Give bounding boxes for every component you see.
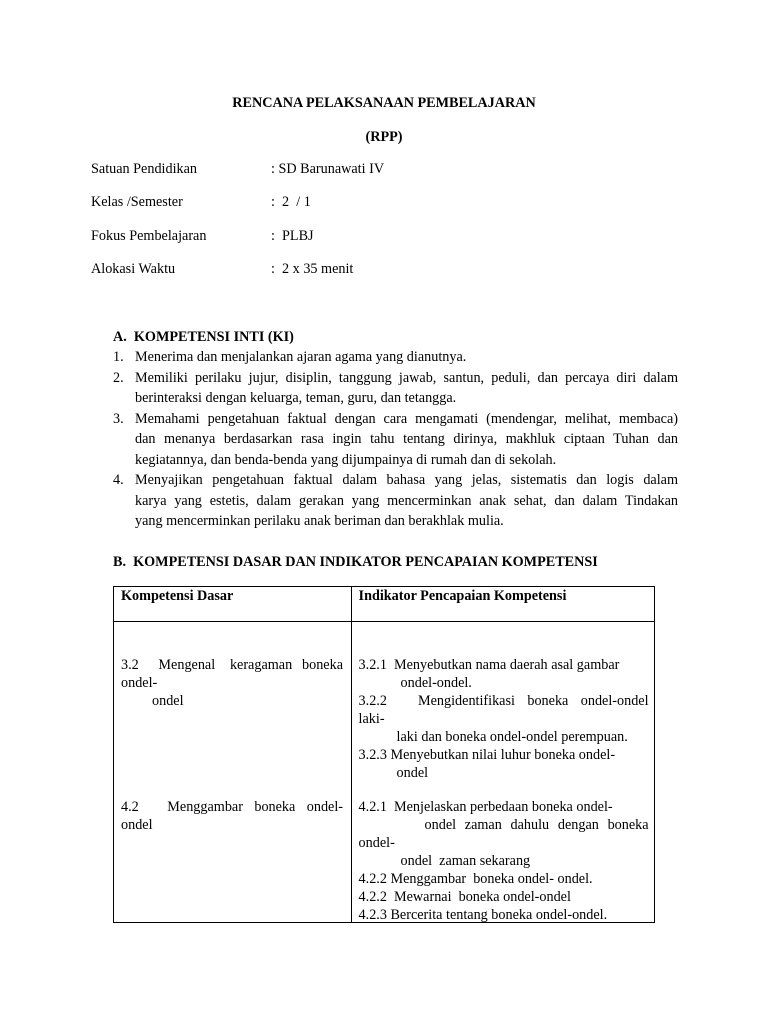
kd-line: ondel [152, 693, 184, 709]
col-header-indikator: Indikator Pencapaian Kompetensi [358, 588, 567, 604]
ipk-line: 4.2.2 Menggambar boneka ondel- ondel. [358, 871, 593, 887]
identity-value-fokus: : PLBJ [271, 228, 314, 244]
ipk-line: 4.2.3 Bercerita tentang boneka ondel-ondel. [358, 907, 608, 923]
ki-item-number: 2. [113, 369, 124, 386]
ipk-line: ondel-ondel. [400, 675, 472, 691]
ipk-line: ondel [396, 765, 429, 781]
identity-value-satuan: : SD Barunawati IV [271, 161, 385, 177]
ipk-line: 3.2.1 Menyebutkan nama daerah asal gambar [358, 657, 620, 673]
ipk-line: 3.2.3 Menyebutkan nilai luhur boneka ondel- [358, 747, 616, 763]
table-header-cell [114, 587, 352, 622]
ki-item-line: berinteraksi dengan keluarga, teman, guru, dan tetangga. [135, 390, 457, 406]
ki-item-line: kegiatannya, dan benda-benda yang dijumpainya di rumah dan di sekolah. [135, 451, 557, 468]
ipk-line: ondel- [358, 835, 395, 851]
ipk-line: laki dan boneka ondel-ondel perempuan. [396, 729, 628, 745]
identity-value-kelas: : 2 / 1 [271, 194, 311, 210]
table-header-row [114, 587, 655, 622]
table-header-cell [351, 587, 654, 622]
ki-item-number: 3. [113, 410, 124, 427]
kd-cell [114, 622, 352, 923]
ipk-line: 4.2.2 Mewarnai boneka ondel-ondel [358, 889, 571, 905]
kd-line: ondel [121, 817, 153, 833]
ki-item-line: yang mencerminkan perilaku anak beriman dan berakhlak mulia. [135, 513, 504, 529]
ipk-line: 3.2.2 Mengidentifikasi boneka ondel-ondel [358, 693, 649, 709]
identity-value-alokasi: : 2 x 35 menit [271, 261, 354, 277]
table-row [114, 622, 655, 923]
ipk-cell [351, 622, 654, 923]
document-subtitle: (RPP) [365, 129, 403, 145]
ki-item-line: Memahami pengetahuan faktual dengan cara mengamati (mendengar, melihat, membaca) [135, 410, 678, 427]
kd-line: ondel- [121, 675, 158, 691]
identity-label-kelas: Kelas /Semester [91, 194, 183, 210]
section-b-heading: B. KOMPETENSI DASAR DAN INDIKATOR PENCAPAIAN KOMPETENSI [113, 554, 598, 570]
document-title: RENCANA PELAKSANAAN PEMBELAJARAN [232, 95, 536, 111]
ipk-line: laki- [358, 711, 385, 727]
ipk-line: 4.2.1 Menjelaskan perbedaan boneka ondel- [358, 799, 613, 815]
ki-item-line: dan menanya berdasarkan rasa ingin tahu tentang dirinya, makhluk ciptaan Tuhan dan [135, 431, 678, 447]
kd-line: 3.2 Mengenal keragaman boneka [121, 657, 343, 673]
ki-item-line: Menyajikan pengetahuan faktual dalam bahasa yang jelas, sistematis dan logis dalam [135, 472, 678, 488]
col-header-kompetensi-dasar: Kompetensi Dasar [121, 588, 234, 604]
section-a-heading: A. KOMPETENSI INTI (KI) [113, 329, 294, 345]
ki-item-line: Memiliki perilaku jujur, disiplin, tanggung jawab, santun, peduli, dan percaya diri dalam [135, 369, 678, 386]
ki-item-line: Menerima dan menjalankan ajaran agama yang dianutnya. [135, 349, 467, 365]
ipk-line: ondel zaman sekarang [400, 853, 531, 869]
ki-item-line: karya yang estetis, dalam gerakan yang mencerminkan anak sehat, dan dalam Tindakan [135, 492, 678, 509]
identity-label-satuan: Satuan Pendidikan [91, 161, 197, 177]
identity-label-fokus: Fokus Pembelajaran [91, 228, 207, 244]
kd-line: 4.2 Menggambar boneka ondel- [121, 799, 343, 815]
ki-item-number: 4. [113, 472, 124, 488]
ipk-line: ondel zaman dahulu dengan boneka [424, 817, 649, 833]
ki-item-number: 1. [113, 349, 124, 365]
kd-ipk-table [113, 586, 655, 923]
identity-label-alokasi: Alokasi Waktu [91, 261, 176, 277]
